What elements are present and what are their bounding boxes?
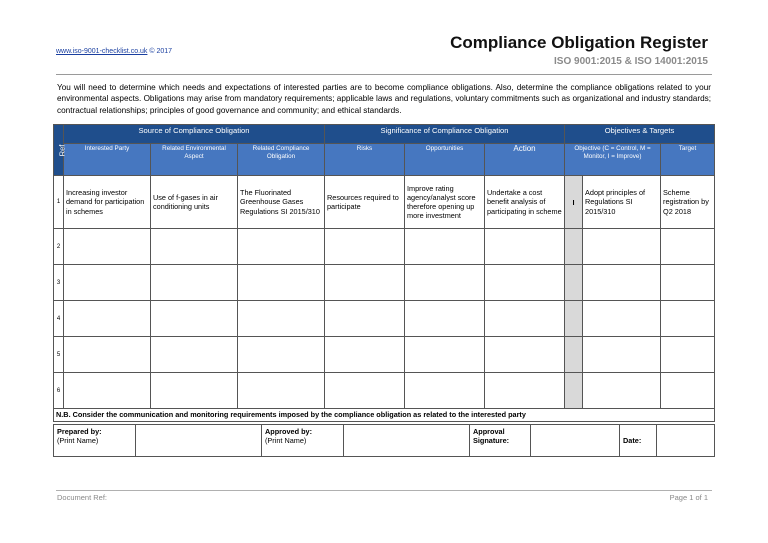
group-source-header: Source of Compliance Obligation: [64, 125, 325, 144]
target-cell[interactable]: [661, 337, 715, 373]
table-row: [54, 373, 715, 409]
approval-signature-label: Approval Signature:: [470, 425, 531, 457]
approval-signature-field[interactable]: [531, 425, 620, 457]
obligation-cell[interactable]: [238, 373, 325, 409]
action-cell[interactable]: [485, 229, 565, 265]
date-label: Date:: [620, 425, 657, 457]
risks-cell[interactable]: [325, 337, 405, 373]
risks-cell[interactable]: [325, 265, 405, 301]
table-row: [54, 229, 715, 265]
obligation-cell[interactable]: The Fluorinated Greenhouse Gases Regulations SI 2015/310: [238, 176, 325, 229]
cmi-cell[interactable]: [565, 301, 583, 337]
row-number: 4: [54, 301, 64, 337]
objective-cell[interactable]: [583, 265, 661, 301]
cmi-cell[interactable]: [565, 229, 583, 265]
note-row: N.B. Consider the communication and monitoring requirements imposed by the compliance obligation as related to the interested party: [54, 409, 715, 422]
action-cell[interactable]: Undertake a cost benefit analysis of participating in scheme: [485, 176, 565, 229]
target-cell[interactable]: [661, 373, 715, 409]
date-field[interactable]: [657, 425, 715, 457]
env-aspect-cell[interactable]: [151, 337, 238, 373]
opportunities-cell[interactable]: [405, 265, 485, 301]
page-title: Compliance Obligation Register: [450, 33, 708, 52]
env-aspect-cell[interactable]: [151, 301, 238, 337]
interested-party-cell[interactable]: [64, 229, 151, 265]
table-row: [54, 265, 715, 301]
col-action: Action: [485, 144, 565, 176]
approved-by-field[interactable]: [344, 425, 470, 457]
obligation-cell[interactable]: [238, 265, 325, 301]
env-aspect-cell[interactable]: [151, 373, 238, 409]
action-cell[interactable]: [485, 373, 565, 409]
env-aspect-cell[interactable]: Use of f-gases in air conditioning units: [151, 176, 238, 229]
row-number: 3: [54, 265, 64, 301]
ref-header: Ref: [54, 125, 64, 176]
approved-by-label: Approved by: (Print Name): [262, 425, 344, 457]
interested-party-cell[interactable]: [64, 337, 151, 373]
target-cell[interactable]: [661, 301, 715, 337]
document-ref: Document Ref:: [57, 493, 108, 502]
obligation-cell[interactable]: [238, 229, 325, 265]
objective-cell[interactable]: [583, 301, 661, 337]
action-cell[interactable]: [485, 265, 565, 301]
col-objective: Objective (C = Control, M = Monitor, I = Improve): [565, 144, 661, 176]
risks-cell[interactable]: [325, 301, 405, 337]
prepared-by-field[interactable]: [136, 425, 262, 457]
row-number: 1: [54, 176, 64, 229]
table-row: [54, 176, 715, 229]
opportunities-cell[interactable]: Improve rating agency/analyst score therefore opening up more investment: [405, 176, 485, 229]
row-number: 6: [54, 373, 64, 409]
signoff-table: [53, 424, 715, 457]
website-url[interactable]: www.iso-9001-checklist.co.uk: [56, 48, 148, 55]
row-number: 5: [54, 337, 64, 373]
objective-cell[interactable]: [583, 229, 661, 265]
row-number: 2: [54, 229, 64, 265]
risks-cell[interactable]: [325, 373, 405, 409]
target-cell[interactable]: [661, 229, 715, 265]
objective-cell[interactable]: [583, 373, 661, 409]
interested-party-cell[interactable]: Increasing investor demand for participation in schemes: [64, 176, 151, 229]
interested-party-cell[interactable]: [64, 301, 151, 337]
action-cell[interactable]: [485, 337, 565, 373]
opportunities-cell[interactable]: [405, 301, 485, 337]
col-risks: Risks: [325, 144, 405, 176]
obligation-cell[interactable]: [238, 337, 325, 373]
cmi-cell[interactable]: [565, 337, 583, 373]
objective-cell[interactable]: Adopt principles of Regulations SI 2015/310: [583, 176, 661, 229]
group-objectives-header: Objectives & Targets: [565, 125, 715, 144]
cmi-cell[interactable]: I: [565, 176, 583, 229]
col-opportunities: Opportunities: [405, 144, 485, 176]
col-env-aspect: Related Environmental Aspect: [151, 144, 238, 176]
risks-cell[interactable]: [325, 229, 405, 265]
table-row: [54, 337, 715, 373]
obligation-cell[interactable]: [238, 301, 325, 337]
intro-paragraph: You will need to determine which needs and expectations of interested parties are to become compliance obligations. Also, determine the compliance obligations related to your environmental aspects. Obligations may arise from mandatory requirements; applicable laws and regulations, voluntary commitments such as organizational and industry standards; contractual relationships; principles of good governance and community; and ethical standards.: [57, 83, 711, 115]
copyright: © 2017: [149, 48, 173, 55]
table-row: [54, 301, 715, 337]
group-significance-header: Significance of Compliance Obligation: [325, 125, 565, 144]
interested-party-cell[interactable]: [64, 373, 151, 409]
action-cell[interactable]: [485, 301, 565, 337]
footer-divider: [56, 490, 712, 491]
compliance-register-table: [53, 124, 715, 422]
objective-cell[interactable]: [583, 337, 661, 373]
website-link[interactable]: [56, 48, 172, 55]
env-aspect-cell[interactable]: [151, 229, 238, 265]
col-target: Target: [661, 144, 715, 176]
header-divider: [56, 74, 712, 75]
opportunities-cell[interactable]: [405, 373, 485, 409]
target-cell[interactable]: Scheme registration by Q2 2018: [661, 176, 715, 229]
target-cell[interactable]: [661, 265, 715, 301]
env-aspect-cell[interactable]: [151, 265, 238, 301]
page-subtitle: ISO 9001:2015 & ISO 14001:2015: [554, 56, 708, 67]
col-obligation: Related Compliance Obligation: [238, 144, 325, 176]
opportunities-cell[interactable]: [405, 337, 485, 373]
col-interested-party: Interested Party: [64, 144, 151, 176]
interested-party-cell[interactable]: [64, 265, 151, 301]
risks-cell[interactable]: Resources required to participate: [325, 176, 405, 229]
page-number: Page 1 of 1: [669, 493, 708, 502]
prepared-by-label: Prepared by: (Print Name): [54, 425, 136, 457]
opportunities-cell[interactable]: [405, 229, 485, 265]
cmi-cell[interactable]: [565, 265, 583, 301]
cmi-cell[interactable]: [565, 373, 583, 409]
